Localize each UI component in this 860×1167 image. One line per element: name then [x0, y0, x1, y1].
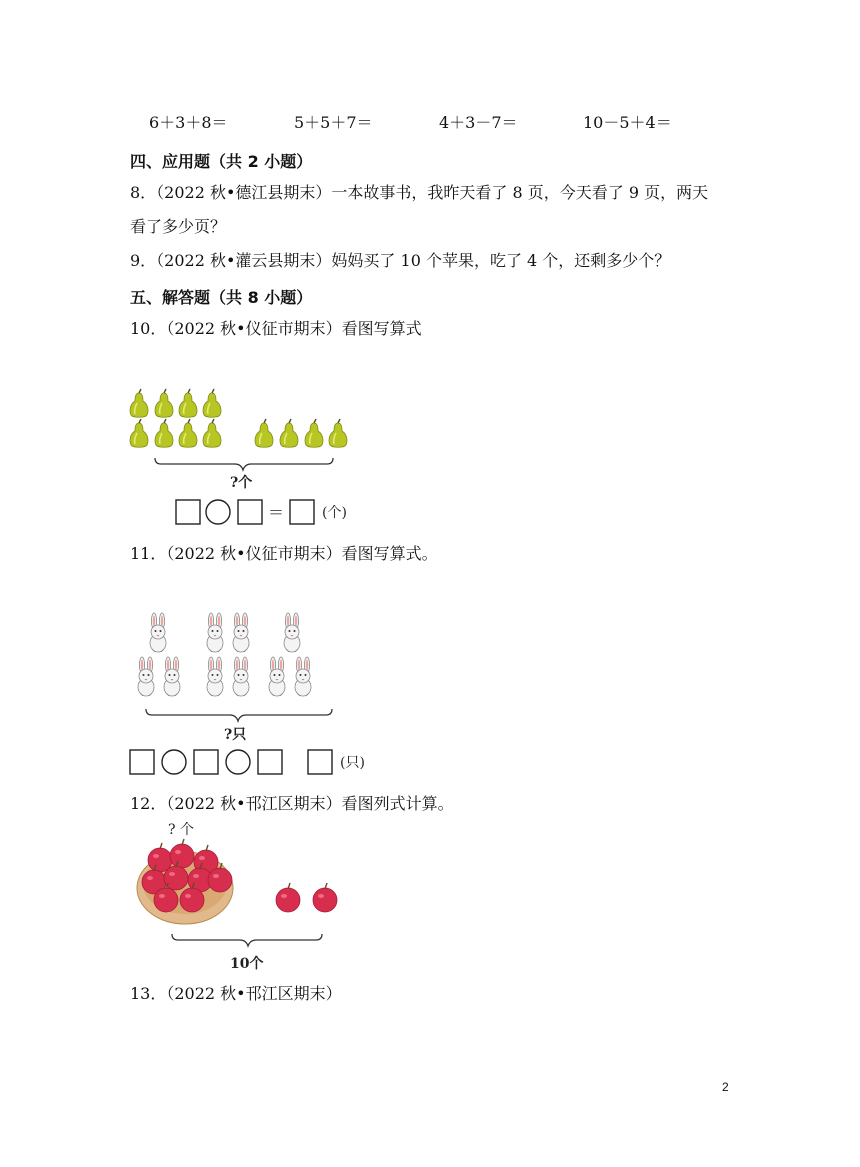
unit-label: (个) [322, 505, 347, 521]
brace-label: ?个 [230, 475, 253, 491]
apple-icon [276, 883, 300, 912]
pear-icon [179, 389, 197, 417]
answer-box [238, 500, 262, 524]
brace [155, 458, 333, 470]
apple-icon [148, 843, 172, 872]
operator-circle [162, 750, 186, 774]
unit-label: (只) [340, 755, 365, 771]
rabbit-icon [233, 657, 249, 696]
answer-box [258, 750, 282, 774]
answer-box [130, 750, 154, 774]
pear-icon [130, 419, 148, 447]
rabbit-icon [269, 657, 285, 696]
calc-item-3: 4＋3－7＝ [439, 113, 518, 132]
answer-box [194, 750, 218, 774]
apple-icon [313, 883, 337, 912]
question-8-line-1: 8．（2022 秋•德江县期末）一本故事书，我昨天看了 8 页，今天看了 9 页，两天 [130, 183, 709, 202]
pear-icon [203, 419, 221, 447]
rabbit-row-top [150, 613, 300, 652]
answer-box [290, 500, 314, 524]
brace-label: 10个 [230, 956, 264, 972]
equals-sign: ＝ [268, 503, 285, 522]
pear-icon [155, 419, 173, 447]
question-10: 10．（2022 秋•仪征市期末）看图写算式 [130, 319, 422, 338]
pear-icon [305, 419, 323, 447]
question-11: 11．（2022 秋•仪征市期末）看图写算式。 [130, 544, 438, 563]
rabbit-icon [138, 657, 154, 696]
apple-icon [170, 839, 194, 868]
question-9: 9．（2022 秋•灌云县期末）妈妈买了 10 个苹果，吃了 4 个，还剩多少个？ [130, 251, 671, 270]
basket-of-apples [137, 839, 233, 924]
pear-icon [280, 419, 298, 447]
pear-icon [130, 389, 148, 417]
operator-circle [226, 750, 250, 774]
question-8-line-2: 看了多少页？ [130, 217, 227, 236]
calc-item-1: 6＋3＋8＝ [149, 113, 228, 132]
pear-group-left [130, 389, 221, 447]
answer-box [176, 500, 200, 524]
brace [146, 709, 332, 721]
question-13: 13．（2022 秋•邗江区期末） [130, 984, 342, 1003]
operator-circle [206, 500, 230, 524]
rabbit-icon [207, 613, 223, 652]
rabbit-icon [207, 657, 223, 696]
rabbit-icon [150, 613, 166, 652]
section-heading-application: 四、应用题（共 2 小题） [130, 152, 313, 171]
section-heading-answers: 五、解答题（共 8 小题） [130, 288, 313, 307]
q10-figure [120, 380, 380, 530]
answer-box [308, 750, 332, 774]
pear-icon [329, 419, 347, 447]
brace [172, 934, 322, 946]
rabbit-icon [233, 613, 249, 652]
q12-figure [130, 818, 360, 978]
question-mark-label: ? 个 [168, 822, 194, 838]
brace-label: ?只 [224, 727, 247, 743]
rabbit-row-bottom [138, 657, 311, 696]
rabbit-icon [295, 657, 311, 696]
rabbit-icon [164, 657, 180, 696]
pear-icon [179, 419, 197, 447]
question-12: 12．（2022 秋•邗江区期末）看图列式计算。 [130, 794, 454, 813]
pear-group-right [255, 419, 347, 447]
calc-item-2: 5＋5＋7＝ [294, 113, 373, 132]
pear-icon [155, 389, 173, 417]
q11-figure [120, 605, 380, 780]
pear-icon [203, 389, 221, 417]
rabbit-icon [284, 613, 300, 652]
pear-icon [255, 419, 273, 447]
page-number: 2 [722, 1080, 729, 1094]
calc-item-4: 10－5＋4＝ [583, 113, 672, 132]
